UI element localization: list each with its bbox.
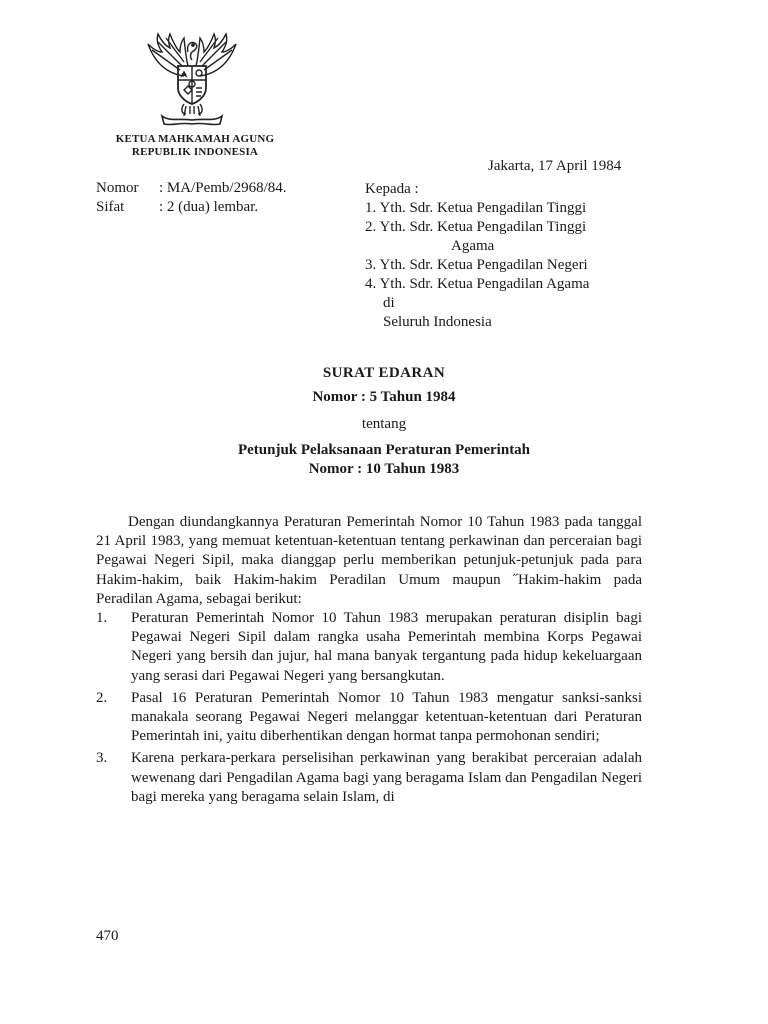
- intro-paragraph: Dengan diundangkannya Peraturan Pemerintah Nomor 10 Tahun 1983 pada tanggal 21 April 1983, yang memuat ketentuan-ketentuan tentang perkawinan dan perceraian bagi Pegawai Negeri Sipil, maka dianggap perlu memberikan petunjuk-petunjuk pada para Hakim-hakim, baik Hakim-hakim Peradilan Umum maupun ˝Hakim-hakim pada Peradilan Agama, sebagai berikut:: [96, 514, 642, 607]
- nomor-label: Nomor: [96, 180, 139, 196]
- recipient-item: 2. Yth. Sdr. Ketua Pengadilan Tinggi: [365, 219, 587, 235]
- document-body: [96, 513, 642, 807]
- document-title: SURAT EDARAN: [322, 365, 446, 381]
- date-line: Jakarta, 17 April 1984: [488, 158, 622, 174]
- list-item-text: Peraturan Pemerintah Nomor 10 Tahun 1983 merupakan peraturan disiplin bagi Pegawai Negeri Sipil dalam rangka usaha Pemerintah membina Korps Pegawai Negeri yang bersih dan jujur, hal mana banyak tergantung pada hidup kekeluargaan yang serasi dari Pegawai Negeri yang bersangkutan.: [131, 610, 642, 684]
- page-number: 470: [96, 928, 119, 944]
- list-item-text: Pasal 16 Peraturan Pemerintah Nomor 10 Tahun 1983 mengatur sanksi-sanksi manakala seorang Pegawai Negeri melanggar ketentuan-ketentuan dari Peraturan Pemerintah ini, yaitu diberhentikan dengan hormat tanpa permohonan sendiri;: [131, 689, 642, 745]
- recipient-item: 3. Yth. Sdr. Ketua Pengadilan Negeri: [365, 257, 588, 273]
- recipient-item-continuation: Agama: [451, 238, 495, 254]
- recipient-location-prefix: di: [383, 295, 395, 311]
- recipient-item: 1. Yth. Sdr. Ketua Pengadilan Tinggi: [365, 200, 587, 216]
- list-item: [96, 609, 642, 686]
- garuda-emblem-icon: [140, 30, 244, 126]
- document-number: Nomor : 5 Tahun 1984: [312, 389, 456, 405]
- subject-line-1: Petunjuk Pelaksanaan Peraturan Pemerintah: [237, 442, 531, 458]
- about-label: tentang: [361, 416, 407, 432]
- list-item: [96, 689, 642, 747]
- sifat-value: : 2 (dua) lembar.: [159, 199, 259, 215]
- institution-country: REPUBLIK INDONESIA: [131, 146, 259, 158]
- list-item-number: 2.: [96, 689, 108, 706]
- nomor-value: : MA/Pemb/2968/84.: [159, 180, 287, 196]
- recipient-item: 4. Yth. Sdr. Ketua Pengadilan Agama: [365, 276, 590, 292]
- list-item: [96, 749, 642, 807]
- institution-name: KETUA MAHKAMAH AGUNG: [115, 133, 275, 145]
- list-item-text: Karena perkara-perkara perselisihan perkawinan yang berakibat perceraian adalah wewenang dari Pengadilan Agama bagi yang beragama Islam dan Pengadilan Negeri bagi mereka yang beragama selain Islam, di: [131, 750, 642, 805]
- recipient-block: [365, 180, 589, 332]
- subject-line-2: Nomor : 10 Tahun 1983: [308, 461, 460, 477]
- list-item-number: 1.: [96, 610, 108, 627]
- recipient-heading: Kepada :: [365, 181, 419, 197]
- points-list: [96, 609, 642, 807]
- list-item-number: 3.: [96, 750, 108, 767]
- sifat-label: Sifat: [96, 199, 125, 215]
- recipient-location: Seluruh Indonesia: [383, 314, 492, 330]
